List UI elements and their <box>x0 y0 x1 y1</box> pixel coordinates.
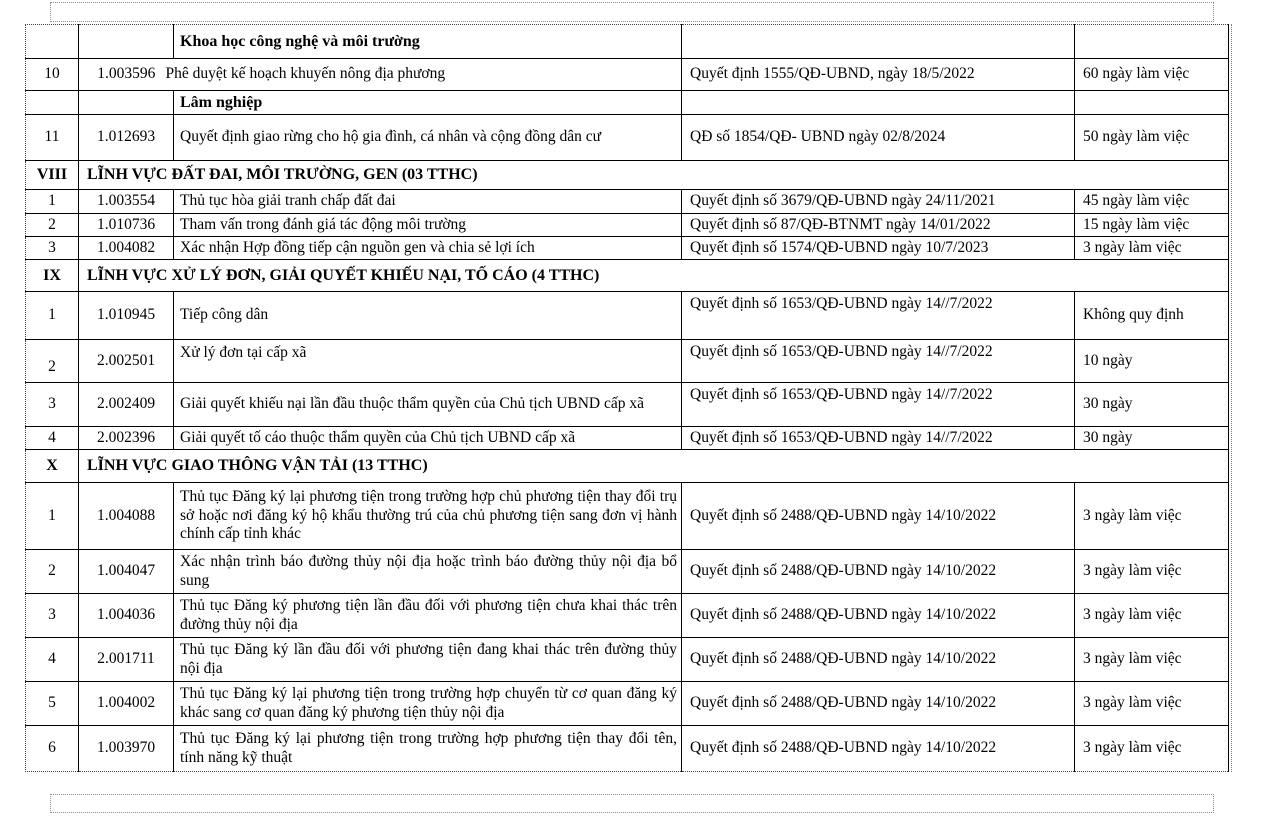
cell-decision: Quyết định số 1653/QĐ-UBND ngày 14//7/2022 <box>682 383 1075 427</box>
cell-name: Xác nhận Hợp đồng tiếp cận nguồn gen và chia sẻ lợi ích <box>174 237 682 260</box>
cell-duration: 30 ngày <box>1075 427 1229 450</box>
cell-number: 3 <box>26 237 79 260</box>
cell-decision: Quyết định số 1653/QĐ-UBND ngày 14//7/2022 <box>682 292 1075 340</box>
text-boundary-bottom <box>50 794 1214 813</box>
cell-number: 2 <box>26 340 79 383</box>
cell-section-number: X <box>26 450 79 483</box>
cell-duration: 3 ngày làm việc <box>1075 682 1229 726</box>
cell-section-title: LĨNH VỰC XỬ LÝ ĐƠN, GIẢI QUYẾT KHIẾU NẠI, TỐ CÁO (4 TTHC) <box>79 260 1229 292</box>
cell-code: 1.004088 <box>79 483 174 550</box>
procedures-table <box>25 24 1229 772</box>
cell-duration: 3 ngày làm việc <box>1075 237 1229 260</box>
cell-number: 3 <box>26 594 79 638</box>
cell-decision: Quyết định số 2488/QĐ-UBND ngày 14/10/2022 <box>682 483 1075 550</box>
table-row <box>26 682 1229 726</box>
table-row <box>26 115 1229 161</box>
table-row <box>26 59 1229 91</box>
cell-decision: Quyết định số 1653/QĐ-UBND ngày 14//7/2022 <box>682 427 1075 450</box>
cell-name: Thủ tục Đăng ký lại phương tiện trong trường hợp chuyển từ cơ quan đăng ký khác sang cơ quan đăng ký phương tiện thủy nội địa <box>174 682 682 726</box>
cell-duration: Không quy định <box>1075 292 1229 340</box>
cell-duration: 45 ngày làm việc <box>1075 190 1229 214</box>
cell-duration: 50 ngày làm việc <box>1075 115 1229 161</box>
table-row <box>26 638 1229 682</box>
cell-number: 1 <box>26 483 79 550</box>
table-row <box>26 450 1229 483</box>
table-row <box>26 91 1229 115</box>
cell-decision <box>682 91 1075 115</box>
cell-section-number: VIII <box>26 161 79 190</box>
cell-duration: 60 ngày làm việc <box>1075 59 1229 91</box>
cell-number: 2 <box>26 214 79 237</box>
cell-code: 2.002396 <box>79 427 174 450</box>
cell-number: 10 <box>26 59 79 91</box>
cell-duration: 15 ngày làm việc <box>1075 214 1229 237</box>
cell-duration: 3 ngày làm việc <box>1075 483 1229 550</box>
cell-decision: QĐ số 1854/QĐ- UBND ngày 02/8/2024 <box>682 115 1075 161</box>
table-row <box>26 383 1229 427</box>
cell-decision: Quyết định số 2488/QĐ-UBND ngày 14/10/2022 <box>682 638 1075 682</box>
cell-code: 2.002409 <box>79 383 174 427</box>
cell-code <box>79 25 174 59</box>
cell-decision: Quyết định số 3679/QĐ-UBND ngày 24/11/2021 <box>682 190 1075 214</box>
cell-number <box>26 25 79 59</box>
cell-section-title: LĨNH VỰC GIAO THÔNG VẬN TẢI (13 TTHC) <box>79 450 1229 483</box>
cell-code: 1.010945 <box>79 292 174 340</box>
cell-duration: 3 ngày làm việc <box>1075 726 1229 772</box>
cell-decision: Quyết định số 2488/QĐ-UBND ngày 14/10/2022 <box>682 594 1075 638</box>
cell-code: 1.004082 <box>79 237 174 260</box>
cell-name: Tiếp công dân <box>174 292 682 340</box>
cell-name: Tham vấn trong đánh giá tác động môi trường <box>174 214 682 237</box>
cell-duration: 3 ngày làm việc <box>1075 550 1229 594</box>
cell-code: 1.004047 <box>79 550 174 594</box>
cell-code <box>79 91 174 115</box>
cell-duration: 30 ngày <box>1075 383 1229 427</box>
cell-code: 1.010736 <box>79 214 174 237</box>
cell-name: Thủ tục Đăng ký lại phương tiện trong trường hợp chủ phương tiện thay đổi trụ sở hoặc nơi đăng ký hộ khẩu thường trú của chủ phương tiện sang đơn vị hành chính cấp tỉnh khác <box>174 483 682 550</box>
table-row <box>26 25 1229 59</box>
cell-decision: Quyết định số 2488/QĐ-UBND ngày 14/10/2022 <box>682 682 1075 726</box>
cell-name: Xác nhận trình báo đường thủy nội địa hoặc trình báo đường thủy nội địa bổ sung <box>174 550 682 594</box>
table-row <box>26 237 1229 260</box>
table-row <box>26 483 1229 550</box>
cell-code: 1.003970 <box>79 726 174 772</box>
cell-decision <box>682 25 1075 59</box>
procedures-table-body <box>26 25 1229 772</box>
cell-number: 4 <box>26 638 79 682</box>
cell-decision: Quyết định 1555/QĐ-UBND, ngày 18/5/2022 <box>682 59 1075 91</box>
cell-code: 2.002501 <box>79 340 174 383</box>
cell-decision: Quyết định số 87/QĐ-BTNMT ngày 14/01/2022 <box>682 214 1075 237</box>
cell-name: Thủ tục Đăng ký phương tiện lần đầu đối với phương tiện chưa khai thác trên đường thủy nội địa <box>174 594 682 638</box>
cell-decision: Quyết định số 1574/QĐ-UBND ngày 10/7/2023 <box>682 237 1075 260</box>
cell-name: Thủ tục hòa giải tranh chấp đất đai <box>174 190 682 214</box>
table-row <box>26 340 1229 383</box>
cell-decision: Quyết định số 2488/QĐ-UBND ngày 14/10/2022 <box>682 726 1075 772</box>
text-boundary-top <box>50 2 1214 22</box>
cell-name: Xử lý đơn tại cấp xã <box>174 340 682 383</box>
cell-name: Giải quyết tố cáo thuộc thẩm quyền của Chủ tịch UBND cấp xã <box>174 427 682 450</box>
cell-duration <box>1075 91 1229 115</box>
table-row <box>26 260 1229 292</box>
cell-code: 2.001711 <box>79 638 174 682</box>
table-row <box>26 190 1229 214</box>
table-row <box>26 427 1229 450</box>
cell-section-title: LĨNH VỰC ĐẤT ĐAI, MÔI TRƯỜNG, GEN (03 TTHC) <box>79 161 1229 190</box>
cell-number: 2 <box>26 550 79 594</box>
cell-code: 1.004036 <box>79 594 174 638</box>
table-row <box>26 161 1229 190</box>
cell-duration: 3 ngày làm việc <box>1075 594 1229 638</box>
cell-code: 1.003554 <box>79 190 174 214</box>
cell-duration <box>1075 25 1229 59</box>
cell-code: 1.003596 <box>79 59 174 91</box>
cell-name: Phê duyệt kế hoạch khuyến nông địa phương <box>174 59 682 91</box>
table-row <box>26 550 1229 594</box>
cell-name: Thủ tục Đăng ký lại phương tiện trong trường hợp phương tiện thay đổi tên, tính năng kỹ thuật <box>174 726 682 772</box>
cell-number: 11 <box>26 115 79 161</box>
cell-name: Giải quyết khiếu nại lần đầu thuộc thẩm quyền của Chủ tịch UBND cấp xã <box>174 383 682 427</box>
cell-name: Thủ tục Đăng ký lần đầu đối với phương tiện đang khai thác trên đường thủy nội địa <box>174 638 682 682</box>
cell-number <box>26 91 79 115</box>
cell-duration: 3 ngày làm việc <box>1075 638 1229 682</box>
cell-group-title: Khoa học công nghệ và môi trường <box>174 25 682 59</box>
table-row <box>26 726 1229 772</box>
cell-code: 1.004002 <box>79 682 174 726</box>
cell-name: Quyết định giao rừng cho hộ gia đình, cá nhân và cộng đồng dân cư <box>174 115 682 161</box>
cell-number: 4 <box>26 427 79 450</box>
table-row <box>26 214 1229 237</box>
cell-duration: 10 ngày <box>1075 340 1229 383</box>
cell-code: 1.012693 <box>79 115 174 161</box>
cell-decision: Quyết định số 2488/QĐ-UBND ngày 14/10/2022 <box>682 550 1075 594</box>
cell-number: 5 <box>26 682 79 726</box>
table-row <box>26 594 1229 638</box>
cell-number: 1 <box>26 292 79 340</box>
cell-number: 3 <box>26 383 79 427</box>
text-boundary-right <box>1231 24 1232 772</box>
cell-number: 6 <box>26 726 79 772</box>
cell-number: 1 <box>26 190 79 214</box>
cell-section-number: IX <box>26 260 79 292</box>
table-row <box>26 292 1229 340</box>
cell-decision: Quyết định số 1653/QĐ-UBND ngày 14//7/2022 <box>682 340 1075 383</box>
cell-group-title: Lâm nghiệp <box>174 91 682 115</box>
